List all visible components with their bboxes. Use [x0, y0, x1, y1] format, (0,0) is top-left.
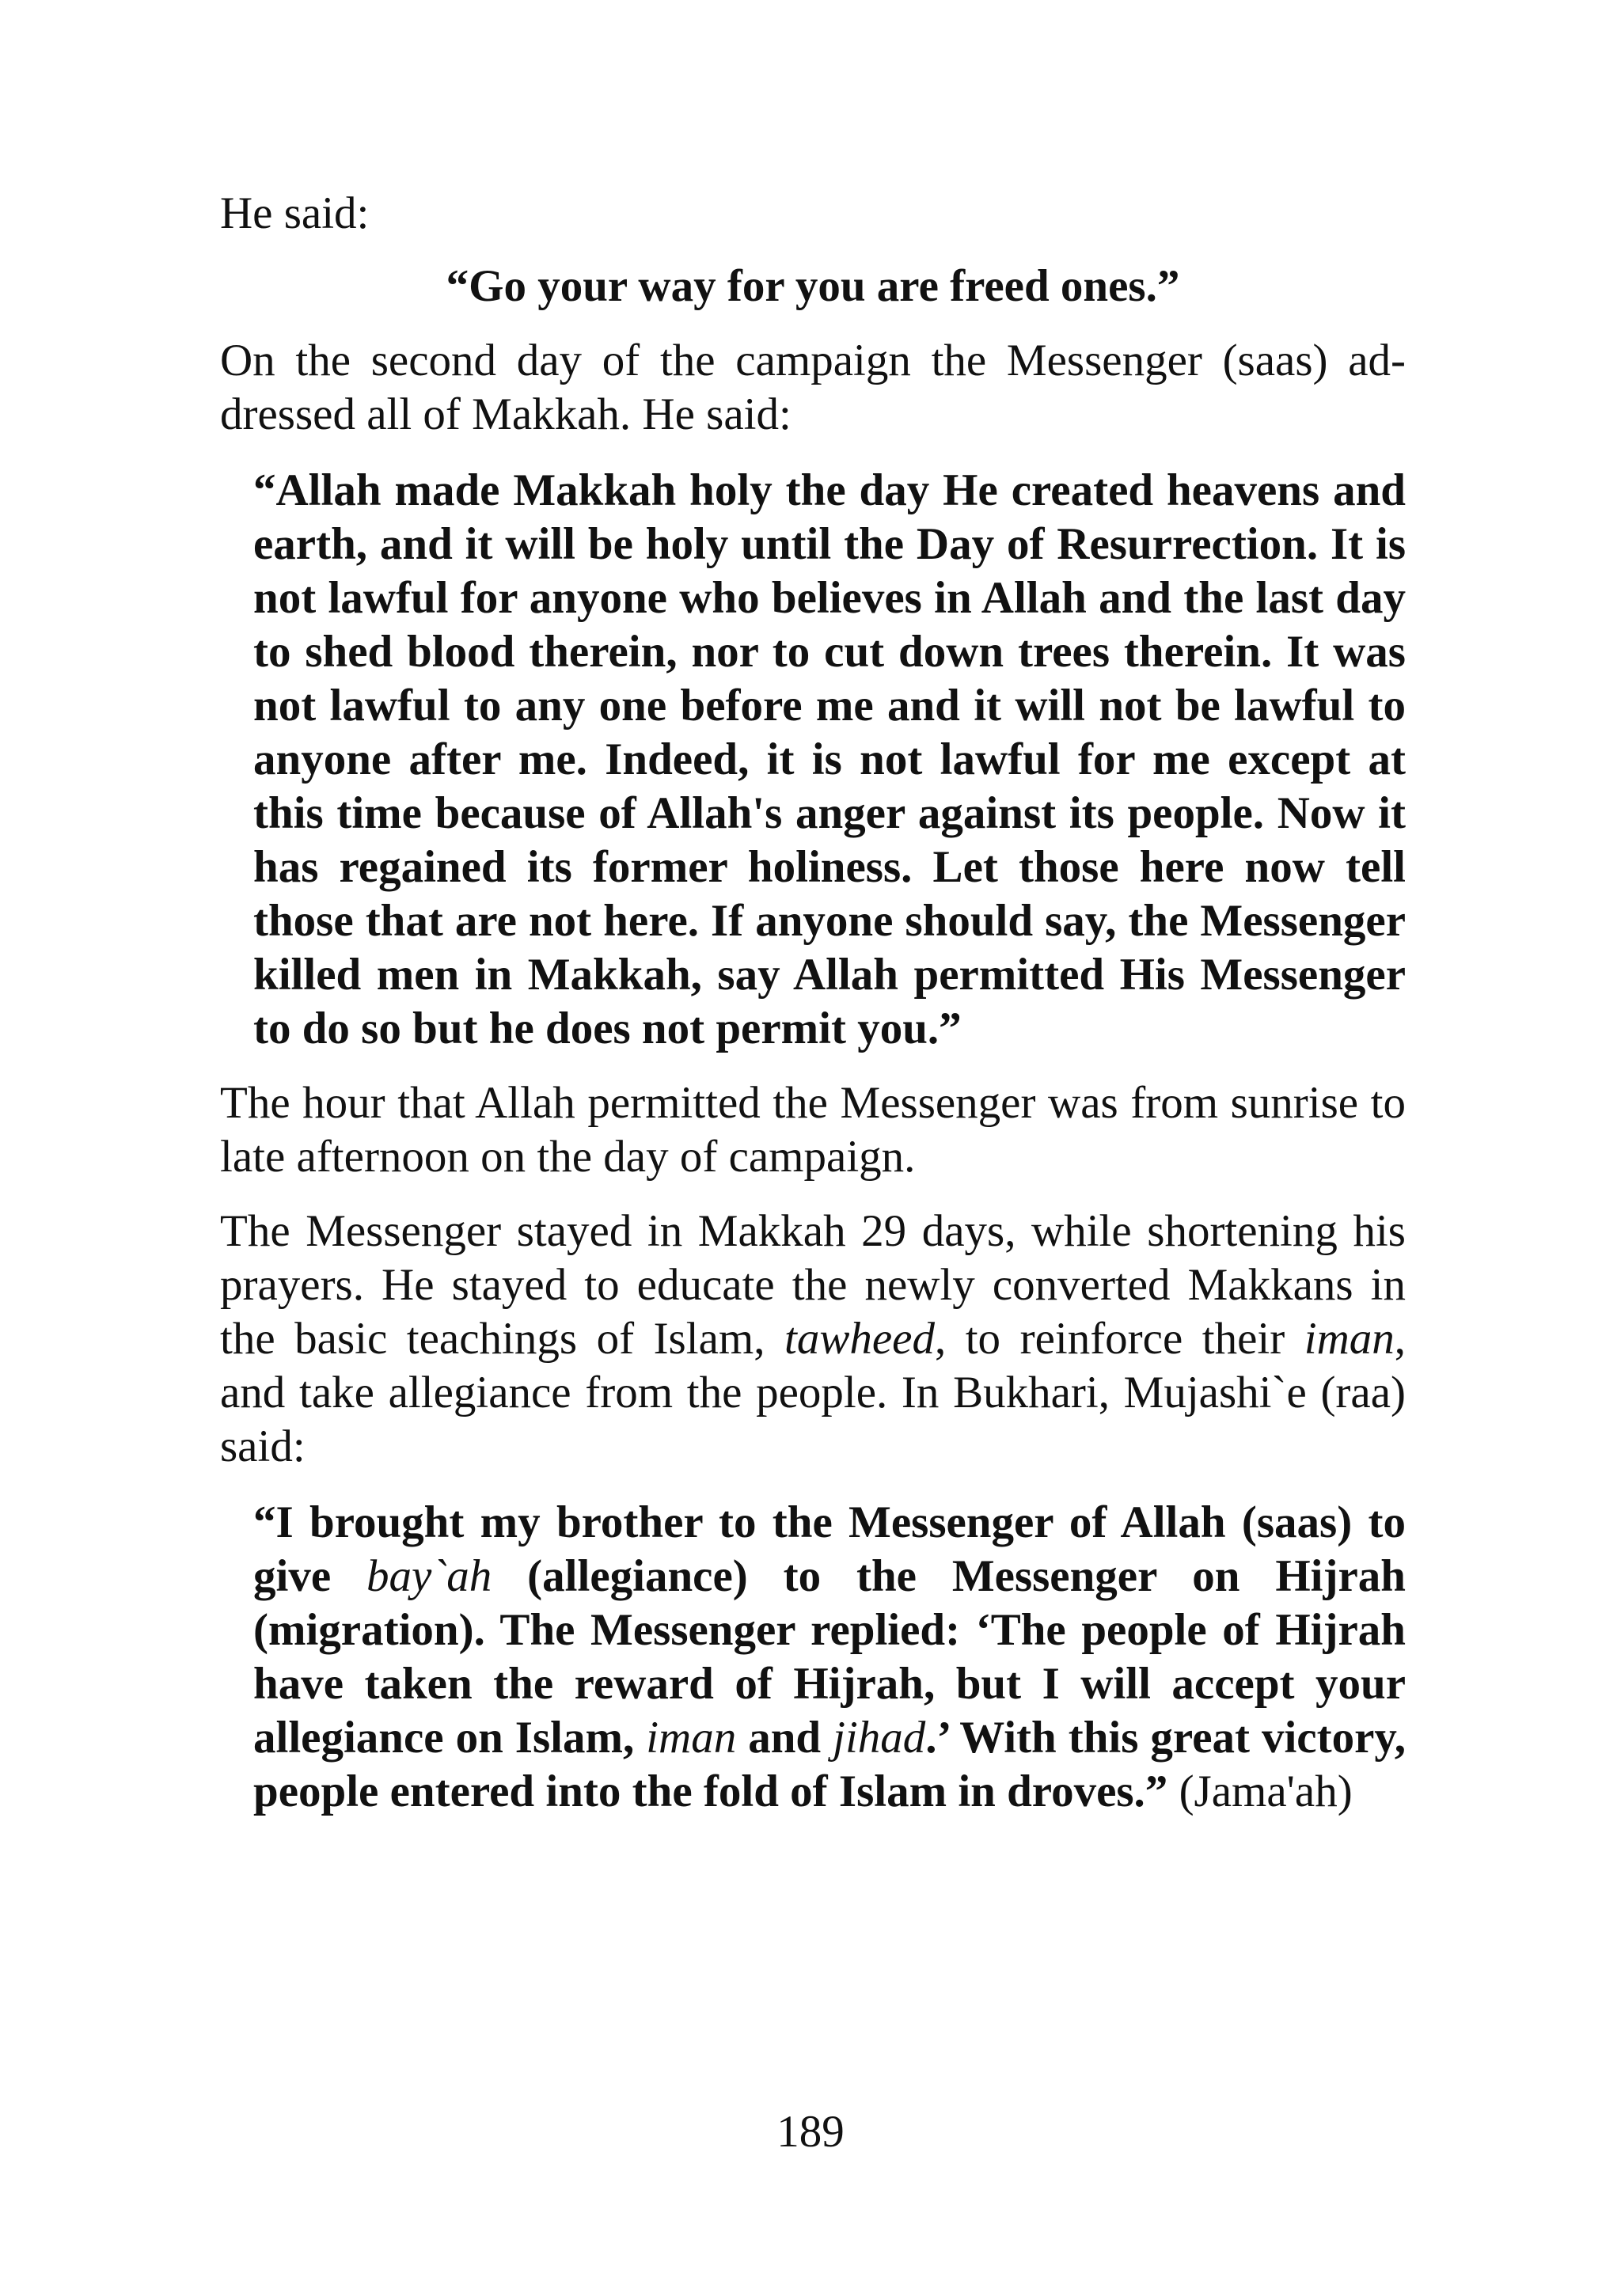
- term-iman-quote: iman: [646, 1713, 737, 1763]
- quote-brother-bayah: [253, 1496, 1406, 1819]
- quote-source: (Jama'ah): [1167, 1767, 1353, 1816]
- paragraph-stayed-text-b: , to reinforce their: [934, 1314, 1304, 1364]
- paragraph-he-said: He said:: [220, 188, 370, 238]
- term-tawheed: tawheed: [784, 1314, 935, 1364]
- text-column: [220, 187, 1406, 1819]
- term-iman: iman: [1304, 1314, 1395, 1364]
- paragraph-stayed-text-a: The Messenger stayed in Makkah 29 days, while shortening his prayers. He stayed to educate the newly converted Makkans in the basic teachings of Islam,: [220, 1206, 1406, 1364]
- quote-bayah-text-c: .’ With this great victory, people entered into the fold of Islam in droves.”: [253, 1713, 1406, 1816]
- quote-freed-ones: “Go your way for you are freed ones.”: [446, 261, 1180, 311]
- page-number: 189: [776, 2107, 845, 2157]
- term-jihad: jihad: [833, 1713, 926, 1763]
- paragraph-stayed-makkah: [220, 1205, 1406, 1474]
- paragraph-hour-permitted: The hour that Allah permitted the Messenger was from sunrise to late afternoon on the day of campaign.: [220, 1078, 1406, 1182]
- quote-makkah-holy: “Allah made Makkah holy the day He created heavens and earth, and it will be holy until the Day of Resurrection. It is not lawful for anyone who believes in Allah and the last day to shed blood therein, nor to cut down trees therein. It was not lawful to any one before me and it will not be lawful to anyone after me. Indeed, it is not lawful for me except at this time because of Allah's anger against its people. Now it has regained its former holiness. Let those here now tell those that are not here. If anyone should say, the Messenger killed men in Makkah, say Allah permitted His Messenger to do so but he does not permit you.”: [253, 465, 1406, 1053]
- term-bayah: bay`ah: [366, 1551, 492, 1601]
- quote-bayah-text-b: (allegiance) to the Messenger on Hijrah (migration). The Messenger replied: ‘The people of Hijrah have taken the reward of Hijrah, but I will accept your allegiance on Islam,: [253, 1551, 1406, 1763]
- quote-bayah-text-a: “I brought my brother to the Messenger of Allah (saas) to give: [253, 1497, 1406, 1601]
- quote-bayah-and: and: [736, 1713, 833, 1763]
- paragraph-second-day: On the second day of the campaign the Messenger (saas) addressed all of Makkah. He said:: [220, 336, 1406, 439]
- paragraph-stayed-text-c: , and take allegiance from the people. In Bukhari, Mujashi`e (raa) said:: [220, 1314, 1407, 1471]
